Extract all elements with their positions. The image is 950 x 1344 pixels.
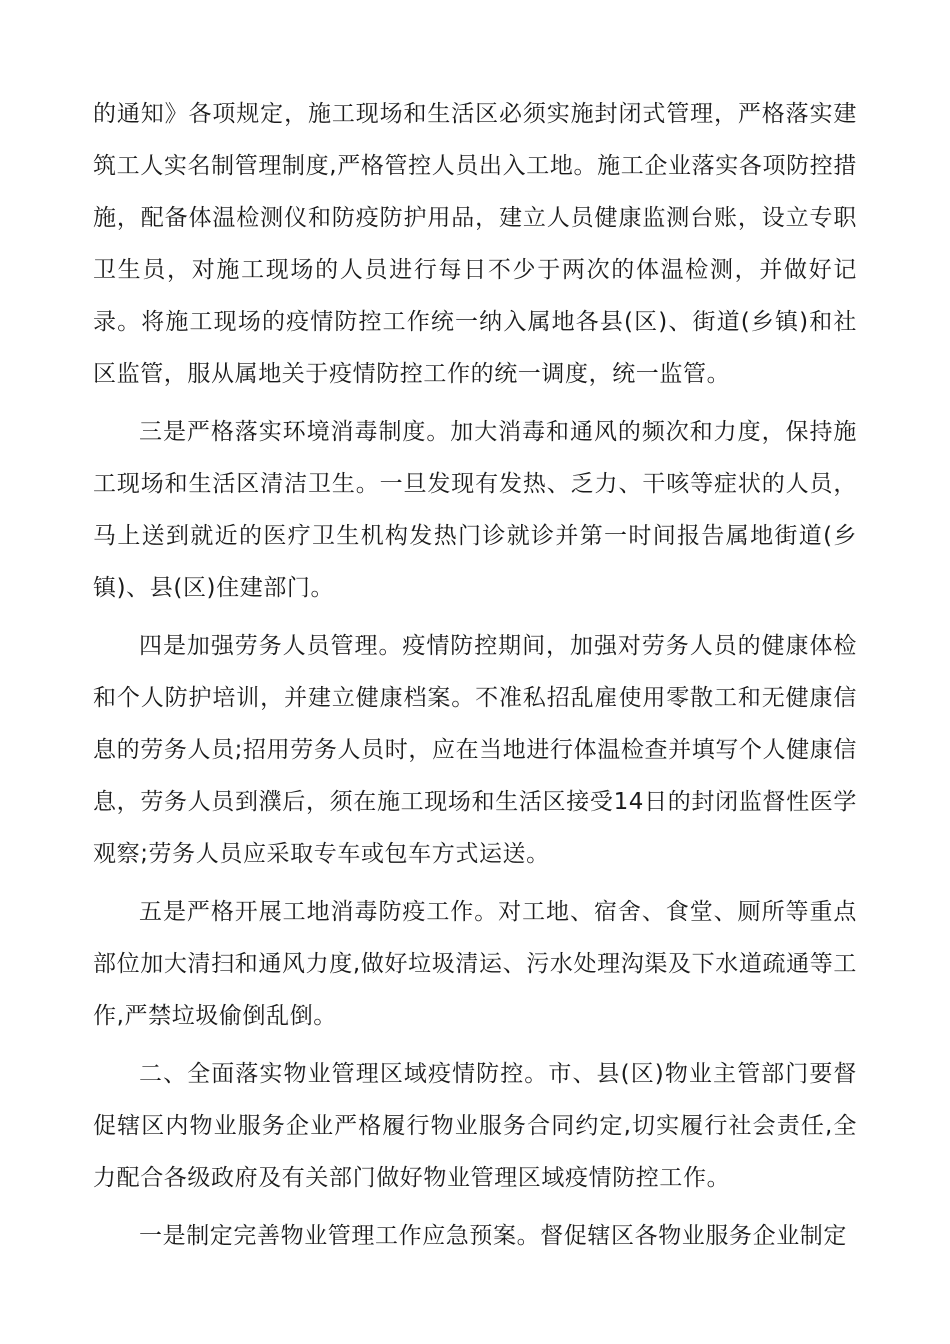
paragraph-labor-management: 四是加强劳务人员管理。疫情防控期间，加强对劳务人员的健康体检和个人防护培训，并建立健康档案。不准私招乱雇使用零散工和无健康信息的劳务人员;招用劳务人员时，应在当地进行体温检查并填写个人健康信息，劳务人员到濮后，须在施工现场和生活区接受14日的封闭监督性医学观察;劳务人员应采取专车或包车方式运送。	[93, 633, 857, 867]
paragraph-notice-continuation: 的通知》各项规定，施工现场和生活区必须实施封闭式管理，严格落实建筑工人实名制管理制度,严格管控人员出入工地。施工企业落实各项防控措施，配备体温检测仪和防疫防护用品，建立人员健康监测台账，设立专职卫生员，对施工现场的人员进行每日不少于两次的体温检测，并做好记录。将施工现场的疫情防控工作统一纳入属地各县(区)、街道(乡镇)和社区监管，服从属地关于疫情防控工作的统一调度，统一监管。	[93, 101, 857, 387]
paragraph-emergency-plan: 一是制定完善物业管理工作应急预案。督促辖区各物业服务企业制定	[139, 1223, 847, 1249]
paragraph-site-disinfection: 五是严格开展工地消毒防疫工作。对工地、宿舍、食堂、厕所等重点部位加大清扫和通风力度,做好垃圾清运、污水处理沟渠及下水道疏通等工作,严禁垃圾偷倒乱倒。	[93, 899, 857, 1029]
paragraph-disinfection-system: 三是严格落实环境消毒制度。加大消毒和通风的频次和力度，保持施工现场和生活区清洁卫生。一旦发现有发热、乏力、干咳等症状的人员，马上送到就近的医疗卫生机构发热门诊就诊并第一时间报告属地街道(乡镇)、县(区)住建部门。	[93, 419, 857, 601]
document-body	[93, 88, 857, 1268]
paragraph-property-management: 二、全面落实物业管理区域疫情防控。市、县(区)物业主管部门要督促辖区内物业服务企业严格履行物业服务合同约定,切实履行社会责任,全力配合各级政府及有关部门做好物业管理区域疫情防控工作。	[93, 1061, 857, 1191]
